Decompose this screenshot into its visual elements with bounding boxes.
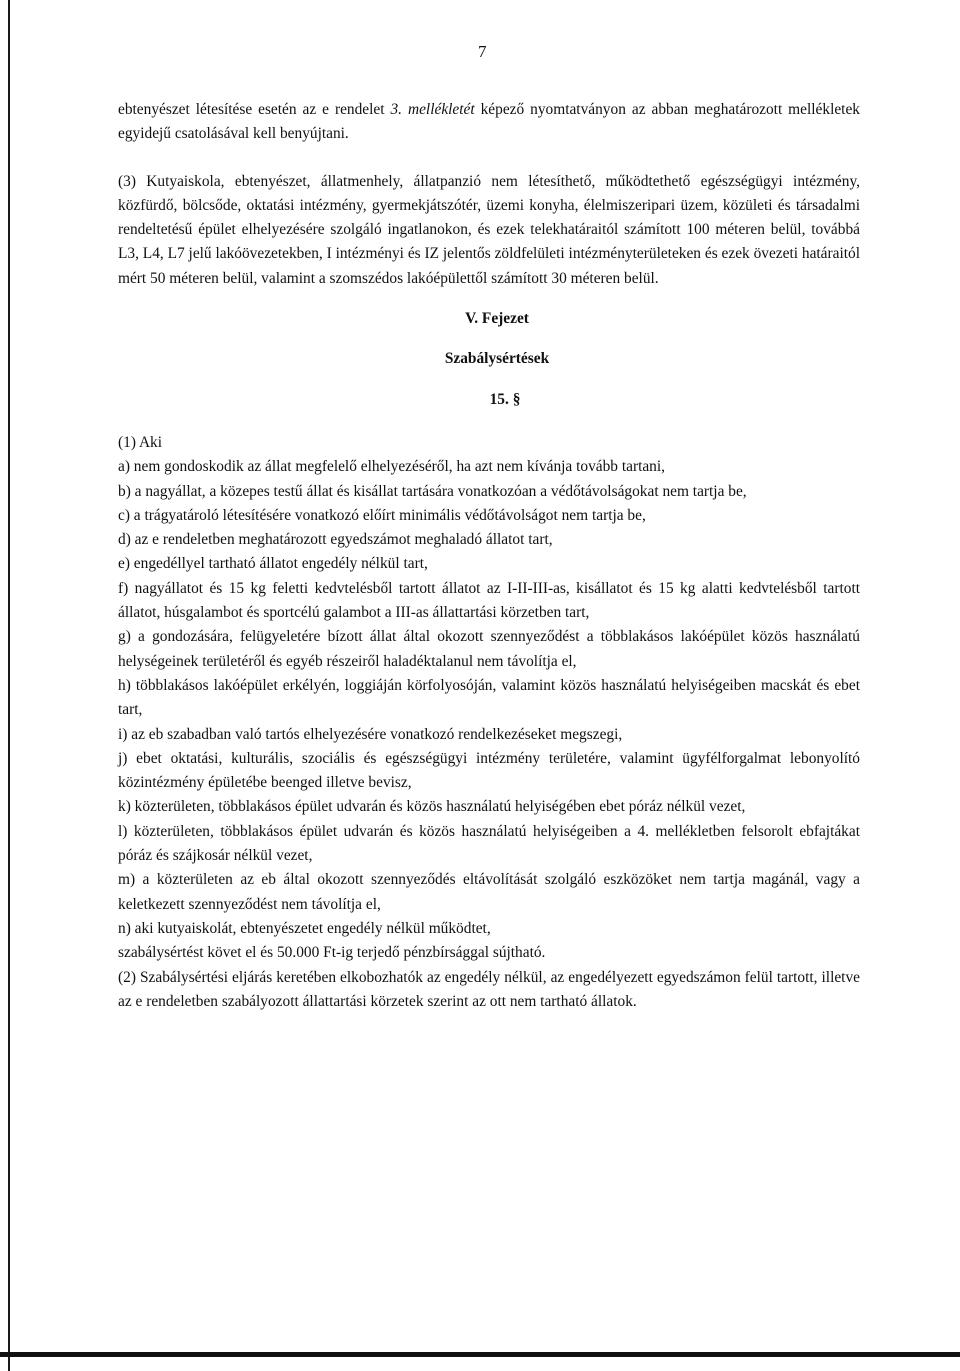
list-item: m) a közterületen az eb által okozott szennyeződés eltávolítását szolgáló eszközöket nem tartja magánál, vagy a keletkezett szennyeződést nem távolítja el, xyxy=(118,871,860,913)
paragraph-3: (3) Kutyaiskola, ebtenyészet, állatmenhely, állatpanzió nem létesíthető, működtethető egészségügyi intézmény, közfürdő, bölcsőde, oktatási intézmény, gyermekjátszótér, üzemi konyha, élelmiszeripari üzem, közületi és társadalmi rendeltetésű épület elhelyezésére szolgáló ingatlanokon, és ezek telekhatáraitól számított 100 méteren belül, továbbá L3, L4, L7 jelű lakóövezetekben, I intézményi és IZ jelentős zöldfelületi intézményterületeken és ezek övezeti határaitól mért 50 méteren belül, valamint a szomszédos lakóépülettől számított 30 méteren belül. xyxy=(118,172,860,287)
list-item: b) a nagyállat, a közepes testű állat és kisállat tartására vonatkozóan a védőtávolságokat nem tartja be, xyxy=(118,482,747,500)
list-item: e) engedéllyel tartható állatot engedély nélkül tart, xyxy=(118,555,428,573)
violations-list xyxy=(118,431,860,966)
page-number: 7 xyxy=(478,42,487,61)
list-item: k) közterületen, többlakásos épület udvarán és közös használatú helyiségében ebet póráz nélkül vezet, xyxy=(118,798,746,816)
list-item: f) nagyállatot és 15 kg feletti kedvtelésből tartott állatot az I-II-III-as, kisállatot és 15 kg alatti kedvtelésből tartott állatot, húsgalambot és sportcélú galambot a III-as állattartási körzetben tart, xyxy=(118,579,860,622)
list-item: i) az eb szabadban való tartós elhelyezésére vonatkozó rendelkezéseket megszegi, xyxy=(118,725,623,743)
section-heading: 15. § xyxy=(489,390,521,408)
list-item: a) nem gondoskodik az állat megfelelő elhelyezéséről, ha azt nem kívánja tovább tartani, xyxy=(118,458,666,476)
list-item: l) közterületen, többlakásos épület udvarán és közös használatú helyiségeiben a 4. mellékletben felsorolt ebfajtákat póráz és szájkosár nélkül vezet, xyxy=(118,822,860,865)
paragraph-2: (2) Szabálysértési eljárás keretében elkobozhatók az engedély nélkül, az engedélyezett egyedszámon felül tartott, illetve az e rendeletben szabályozott állattartási körzetek szerint az ott nem tartható állatok. xyxy=(118,968,860,1010)
document-body xyxy=(118,98,860,1014)
chapter-title: Szabálysértések xyxy=(444,350,550,368)
annex-reference: 3. mellékletét xyxy=(390,101,475,118)
list-item: c) a trágyatároló létesítésére vonatkozó előírt minimális védőtávolságot nem tartja be, xyxy=(118,506,646,524)
list-item: j) ebet oktatási, kulturális, szociális és egészségügyi intézmény területére, valamint ügyfélforgalmat lebonyolító közintézmény épületébe beenged illetve bevisz, xyxy=(118,749,860,792)
text-prefix: ebtenyészet létesítése esetén az e rendelet xyxy=(118,101,391,118)
list-item: h) többlakásos lakóépület erkélyén, loggiáján körfolyosóján, valamint közös használatú helyiségeiben macskát és ebet tart, xyxy=(118,676,860,719)
scan-bottom-edge-line xyxy=(0,1352,960,1357)
paragraph-continuation xyxy=(118,98,860,147)
list-item: n) aki kutyaiskolát, ebtenyészetet engedély nélkül működtet, xyxy=(118,919,491,937)
list-lead: (1) Aki xyxy=(118,433,163,451)
list-item: d) az e rendeletben meghatározott egyedszámot meghaladó állatot tart, xyxy=(118,531,553,549)
scan-left-edge-line xyxy=(8,0,10,1371)
text-suffix: képező nyomtatványon az abban meghatározott mellékletek egyidejű csatolásával kell benyújtani. xyxy=(118,101,860,143)
chapter-heading: V. Fejezet xyxy=(465,310,529,328)
list-item: g) a gondozására, felügyeletére bízott állat által okozott szennyeződést a többlakásos lakóépület közös használatú helységeinek területéről és egyéb részeiről haladéktalanul nem távolítja el, xyxy=(118,628,860,670)
penalty-statement: szabálysértést követ el és 50.000 Ft-ig terjedő pénzbírsággal sújtható. xyxy=(118,944,546,962)
